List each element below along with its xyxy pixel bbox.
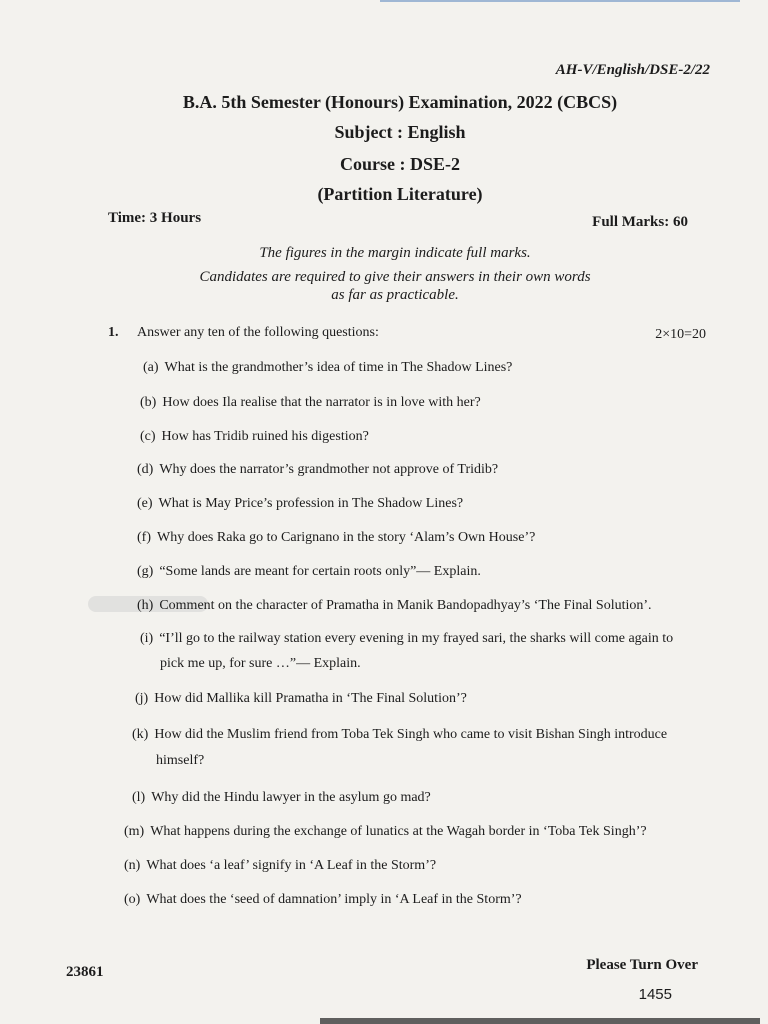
question-item (132, 790, 431, 806)
question-item-text: How did Mallika kill Pramatha in ‘The Final Solution’? (154, 691, 467, 706)
question-item-text: “I’ll go to the railway station every evening in my frayed sari, the sharks will come again to (159, 631, 674, 646)
paper-edge (380, 0, 740, 2)
question-item (137, 564, 481, 580)
page-bottom-shadow (320, 1018, 760, 1024)
question-item (135, 691, 467, 707)
full-marks: Full Marks: 60 (592, 214, 688, 230)
question-item-label: (o) (124, 892, 141, 907)
paper-title: (Partition Literature) (317, 184, 483, 204)
question-item (124, 858, 436, 874)
question-item-label: (h) (137, 598, 154, 613)
question-marks: 2×10=20 (655, 327, 706, 342)
question-item-text: What does ‘a leaf’ signify in ‘A Leaf in the Storm’? (146, 858, 437, 873)
question-item (137, 462, 498, 478)
question-item-label: (n) (124, 858, 141, 873)
question-item-text: How did the Muslim friend from Toba Tek Singh who came to visit Bishan Singh introduce (154, 727, 668, 742)
question-item-text: What is May Price’s profession in The Shadow Lines? (158, 496, 464, 511)
question-item-continuation: himself? (156, 753, 205, 768)
paper-serial: 23861 (66, 964, 104, 980)
question-item-label: (g) (137, 564, 154, 579)
exam-time: Time: 3 Hours (108, 210, 202, 226)
question-item-label: (c) (140, 429, 156, 444)
question-item-label: (k) (132, 727, 149, 742)
question-item-text: Why did the Hindu lawyer in the asylum go mad? (151, 790, 431, 805)
question-item (124, 824, 647, 840)
course-title: Course : DSE-2 (340, 154, 460, 174)
question-lead (137, 325, 379, 341)
question-item-label: (j) (135, 691, 149, 706)
question-item (137, 496, 463, 512)
instruction-line-1: The figures in the margin indicate full marks. (259, 245, 531, 261)
question-item (143, 360, 512, 376)
paper-code: AH-V/English/DSE-2/22 (555, 62, 710, 78)
question-lead-text: Answer any ten of the following questions: (137, 325, 379, 340)
question-item-text: What happens during the exchange of lunatics at the Wagah border in ‘Toba Tek Singh’? (150, 824, 647, 839)
question-item-label: (f) (137, 530, 151, 545)
question-item (132, 727, 667, 743)
question-item (140, 631, 673, 647)
question-item-text: Comment on the character of Pramatha in Manik Bandopadhyay’s ‘The Final Solution’. (159, 598, 652, 613)
question-item (137, 530, 535, 546)
question-item (124, 892, 522, 908)
question-item-label: (d) (137, 462, 154, 477)
please-turn-over: Please Turn Over (586, 957, 698, 973)
question-number: 1. (108, 325, 119, 340)
question-item-text: What does the ‘seed of damnation’ imply in ‘A Leaf in the Storm’? (146, 892, 522, 907)
question-item-label: (a) (143, 360, 159, 375)
question-item-continuation: pick me up, for sure …”— Explain. (160, 656, 361, 671)
question-item-label: (i) (140, 631, 154, 646)
question-item (140, 429, 369, 445)
question-item-label: (l) (132, 790, 146, 805)
question-item (137, 598, 652, 614)
exam-title: B.A. 5th Semester (Honours) Examination, 2022 (CBCS) (182, 92, 618, 112)
question-item (140, 395, 481, 411)
question-item-label: (e) (137, 496, 153, 511)
question-item-label: (m) (124, 824, 145, 839)
question-item-label: (b) (140, 395, 157, 410)
question-item-text: How has Tridib ruined his digestion? (161, 429, 369, 444)
question-item-text: Why does Raka go to Carignano in the story ‘Alam’s Own House’? (157, 530, 536, 545)
question-item-text: How does Ila realise that the narrator is in love with her? (162, 395, 481, 410)
question-item-text: “Some lands are meant for certain roots only”— Explain. (159, 564, 481, 579)
question-item-text: Why does the narrator’s grandmother not approve of Tridib? (159, 462, 499, 477)
instruction-line-2: Candidates are required to give their answers in their own words (199, 269, 591, 285)
subject-title: Subject : English (334, 122, 466, 142)
handwritten-number: 1455 (638, 986, 672, 1003)
instruction-line-3: as far as practicable. (331, 287, 459, 303)
question-item-text: What is the grandmother’s idea of time in The Shadow Lines? (164, 360, 513, 375)
